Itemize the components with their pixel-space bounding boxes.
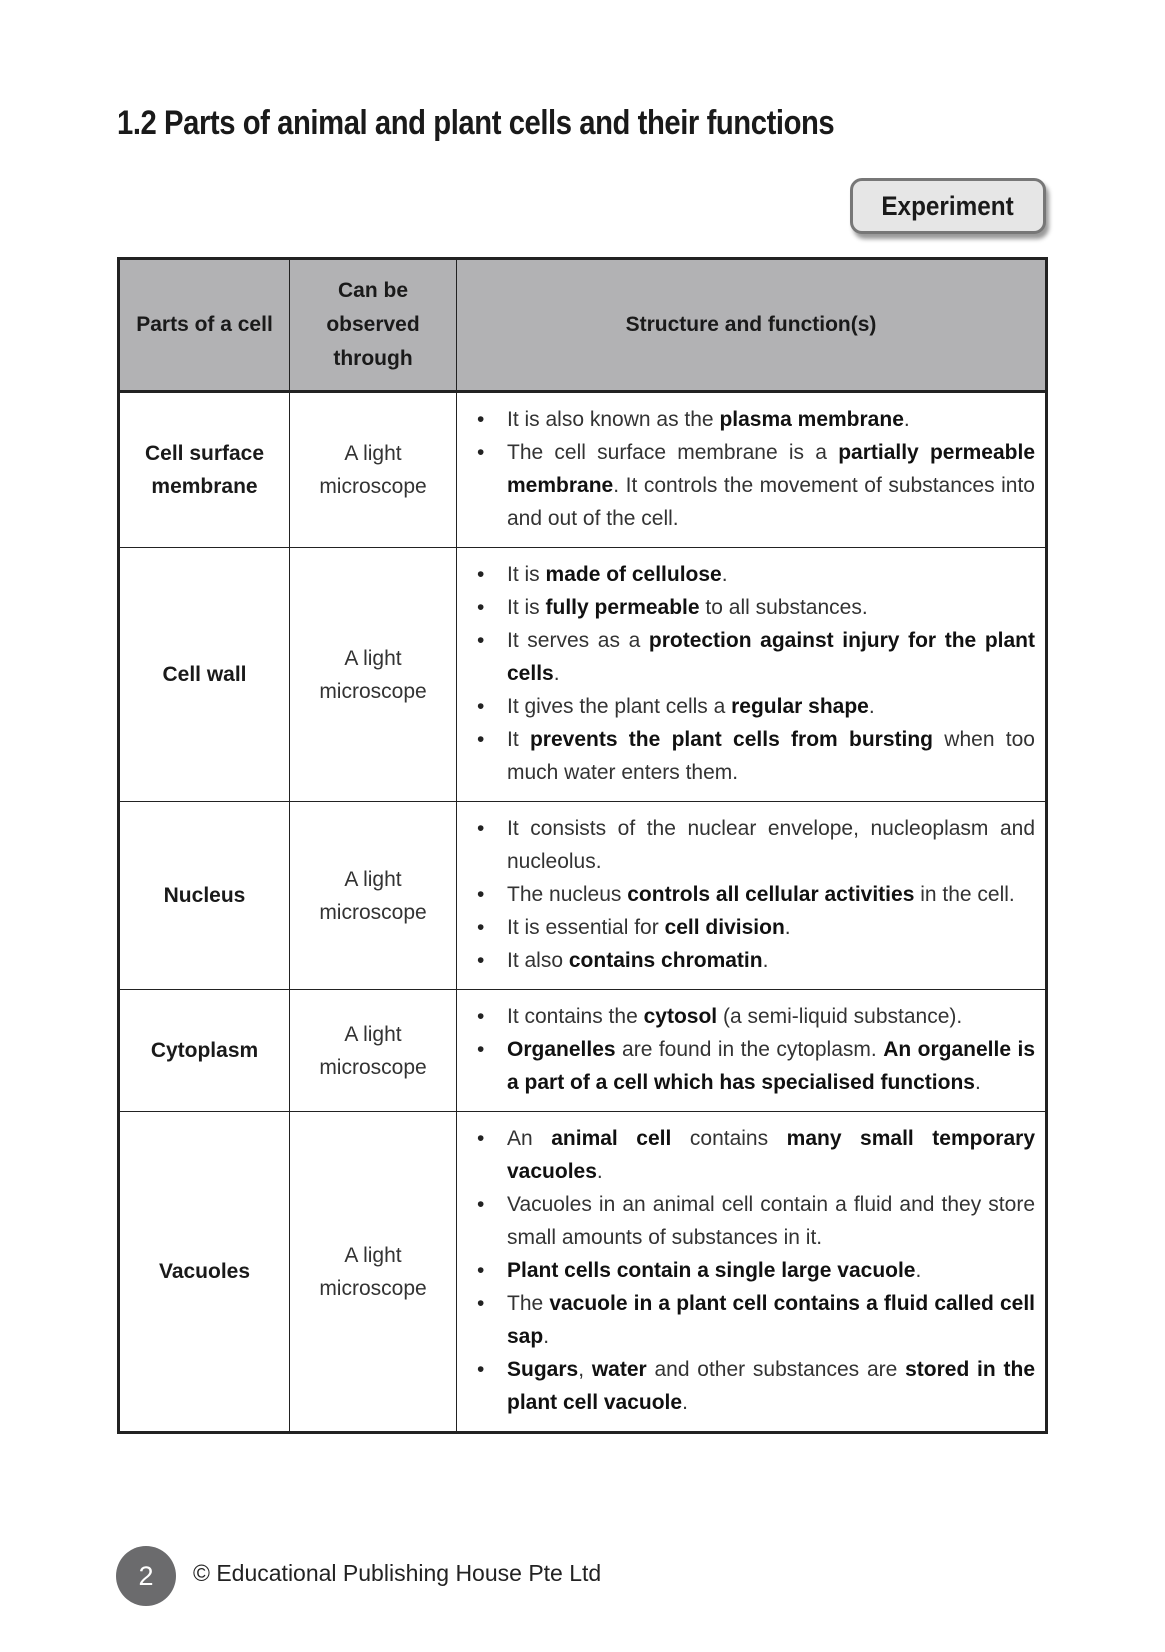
cell-part-name: Nucleus: [119, 802, 290, 990]
bullet-item: • An animal cell contains many small temporary vacuoles.: [469, 1122, 1035, 1188]
bullet-item: • It prevents the plant cells from bursting when too much water enters them.: [469, 723, 1035, 789]
copyright: © Educational Publishing House Pte Ltd: [193, 1560, 602, 1586]
cell-part-name: Cytoplasm: [119, 990, 290, 1112]
cell-part-name: Cell wall: [119, 548, 290, 802]
cell-structure-function: [457, 548, 1047, 802]
bullet-item: • It contains the cytosol (a semi-liquid substance).: [469, 1000, 1035, 1033]
cell-parts-table: [117, 257, 1048, 1434]
bullet-list: [469, 812, 1035, 977]
bullet-list: [469, 403, 1035, 535]
cell-structure-function: [457, 990, 1047, 1112]
bullet-item: • Plant cells contain a single large vacuole.: [469, 1254, 1035, 1287]
header-observed: Can be observed through: [290, 259, 457, 392]
bullet-item: • It is essential for cell division.: [469, 911, 1035, 944]
experiment-badge: [850, 178, 1046, 234]
bullet-item: • The nucleus controls all cellular activities in the cell.: [469, 878, 1035, 911]
table-header-row: [119, 259, 1047, 392]
bullet-item: • It is also known as the plasma membrane.: [469, 403, 1035, 436]
cell-observed-through: A light microscope: [290, 990, 457, 1112]
section-title: 1.2 Parts of animal and plant cells and their functions: [117, 104, 835, 142]
table-row: [119, 1112, 1047, 1433]
cell-observed-through: A light microscope: [290, 548, 457, 802]
bullet-item: • It also contains chromatin.: [469, 944, 1035, 977]
cell-structure-function: [457, 1112, 1047, 1433]
table-row: [119, 802, 1047, 990]
bullet-list: [469, 558, 1035, 789]
cell-structure-function: [457, 802, 1047, 990]
bullet-item: • It serves as a protection against injury for the plant cells.: [469, 624, 1035, 690]
bullet-item: • It is made of cellulose.: [469, 558, 1035, 591]
bullet-item: • It gives the plant cells a regular shape.: [469, 690, 1035, 723]
cell-structure-function: [457, 392, 1047, 548]
bullet-item: • It is fully permeable to all substances.: [469, 591, 1035, 624]
cell-observed-through: A light microscope: [290, 802, 457, 990]
bullet-item: • Organelles are found in the cytoplasm. An organelle is a part of a cell which has specialised functions.: [469, 1033, 1035, 1099]
table-row: [119, 548, 1047, 802]
cell-observed-through: A light microscope: [290, 1112, 457, 1433]
table-row: [119, 990, 1047, 1112]
cell-observed-through: A light microscope: [290, 392, 457, 548]
bullet-list: [469, 1000, 1035, 1099]
header-parts: Parts of a cell: [119, 259, 290, 392]
header-structure: Structure and function(s): [457, 259, 1047, 392]
bullet-item: • Sugars, water and other substances are stored in the plant cell vacuole.: [469, 1353, 1035, 1419]
cell-part-name: Cell surface membrane: [119, 392, 290, 548]
bullet-item: • The cell surface membrane is a partially permeable membrane. It controls the movement of substances into and out of the cell.: [469, 436, 1035, 535]
experiment-badge-label: Experiment: [881, 190, 1015, 221]
bullet-list: [469, 1122, 1035, 1419]
bullet-item: • The vacuole in a plant cell contains a fluid called cell sap.: [469, 1287, 1035, 1353]
table-row: [119, 392, 1047, 548]
bullet-item: • It consists of the nuclear envelope, nucleoplasm and nucleolus.: [469, 812, 1035, 878]
bullet-item: • Vacuoles in an animal cell contain a fluid and they store small amounts of substances in it.: [469, 1188, 1035, 1254]
page-number: 2: [116, 1546, 176, 1606]
cell-part-name: Vacuoles: [119, 1112, 290, 1433]
